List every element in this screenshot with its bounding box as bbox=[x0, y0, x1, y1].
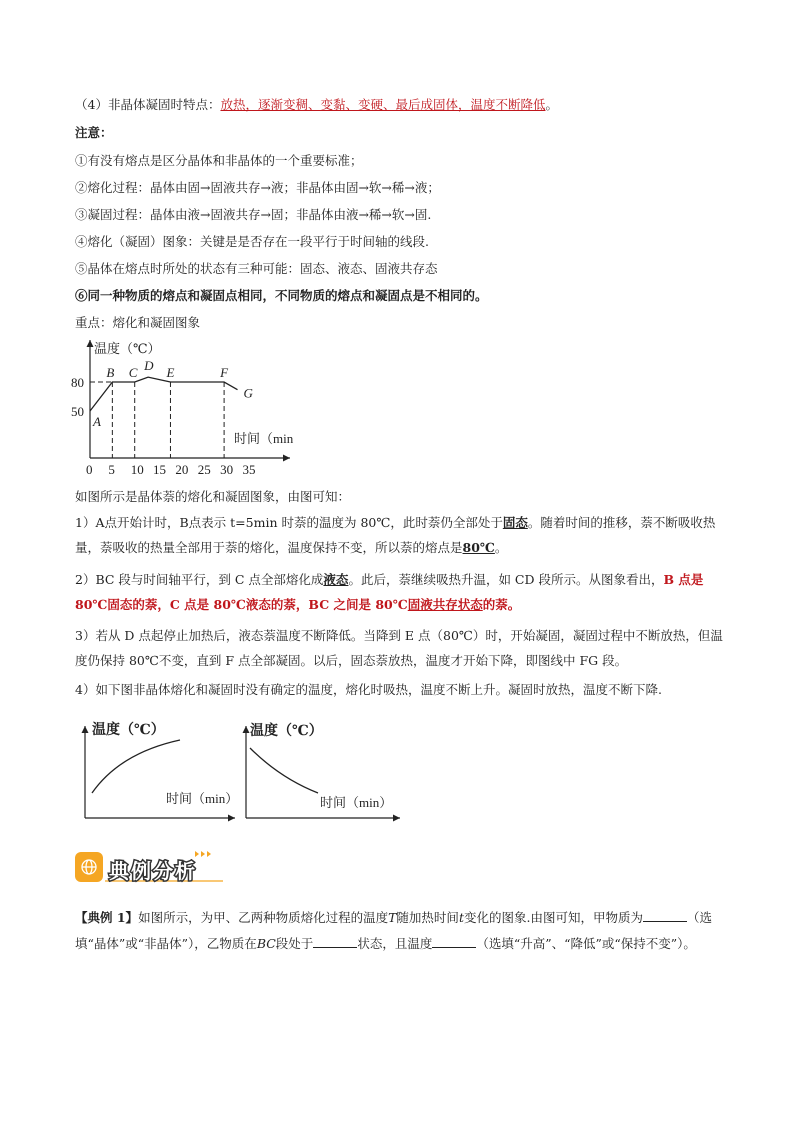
note-item: ②熔化过程：晶体由固→固液共存→液；非晶体由固→软→稀→液； bbox=[75, 180, 440, 195]
non-crystal-end: 。 bbox=[545, 97, 558, 112]
rising-curve bbox=[92, 740, 180, 793]
y-tick-label: 80 bbox=[71, 375, 84, 390]
x-tick-label: 35 bbox=[242, 462, 256, 476]
point-label-A: A bbox=[93, 414, 101, 430]
y-axis-label: 温度（℃） bbox=[94, 341, 161, 356]
x-axis-label: 时间（min） bbox=[320, 795, 393, 810]
p1-text: 1）A点开始计时，B点表示 t=5min 时萘的温度为 80℃，此时萘仍全部处于 bbox=[75, 515, 503, 530]
ex-text: 段处于 bbox=[275, 936, 314, 951]
explain-p2 bbox=[75, 567, 723, 617]
point-label-B: B bbox=[106, 365, 115, 380]
section-title: 典例分析 bbox=[109, 859, 197, 883]
ex-var-t: t bbox=[458, 910, 464, 925]
note-item: ③凝固过程：晶体由液→固液共存→固；非晶体由液→稀→软→固. bbox=[75, 207, 432, 222]
p1-blank-solid: 固态 bbox=[502, 515, 528, 530]
non-crystal-answer: 放热，逐渐变稠、变黏、变硬、最后成固体，温度不断降低 bbox=[220, 97, 546, 112]
example-tag: 【典例 1】 bbox=[75, 910, 139, 925]
non-crystal-prefix: （4）非晶体凝固时特点： bbox=[75, 97, 221, 112]
point-label-F: F bbox=[220, 365, 229, 380]
ex-var-BC: BC bbox=[256, 936, 276, 951]
non-crystal-line bbox=[75, 96, 558, 114]
note-item-bold: ⑥同一种物质的熔点和凝固点相同，不同物质的熔点和凝固点是不相同的。 bbox=[75, 288, 488, 303]
y-tick-label: 50 bbox=[71, 404, 84, 420]
dashed-guides bbox=[90, 382, 224, 458]
p2-blank-mixed: 固液共存状态 bbox=[407, 597, 483, 612]
p2-blank-liquid: 液态 bbox=[323, 572, 349, 587]
explain-intro: 如图所示是晶体萘的熔化和凝固图象，由图可知： bbox=[75, 489, 351, 504]
explain-p4: 4）如下图非晶体熔化和凝固时没有确定的温度，熔化时吸热，温度不断上升。凝固时放热，温度不断下降. bbox=[75, 682, 662, 697]
ex-text: 变化的图象.由图可知，甲物质为 bbox=[463, 910, 643, 925]
y-axis-label: 温度（℃） bbox=[92, 723, 165, 738]
explain-p3: 3）若从 D 点起停止加热后，液态萘温度不断降低。当降到 E 点（80℃）时，开始凝固，凝固过程中不断放热，但温度仍保持 80℃不变，直到 F 点全部凝固。以后，固态萘放热，温度才开始下降，即图线中 FG 段。 bbox=[75, 628, 723, 668]
p1-end: 。 bbox=[494, 540, 508, 555]
point-label-G: G bbox=[243, 385, 253, 401]
ex-text: （选填“升高”、“降低”或“保持不变”）。 bbox=[476, 936, 696, 951]
x-tick-label: 15 bbox=[153, 462, 167, 476]
p2-text: 2）BC 段与时间轴平行，到 C 点全部熔化成 bbox=[75, 572, 324, 587]
point-label-E: E bbox=[166, 365, 175, 380]
chevrons-icon bbox=[195, 851, 211, 857]
p1-blank-mp: 80℃ bbox=[462, 540, 495, 555]
note-item: ①有没有熔点是区分晶体和非晶体的一个重要标准； bbox=[75, 153, 363, 168]
ex-text: 如图所示，为甲、乙两种物质熔化过程的温度 bbox=[138, 910, 389, 925]
ex-text: （选填“晶体”或“非晶体”），乙物质在 bbox=[75, 910, 712, 951]
x-tick-label: 10 bbox=[130, 462, 144, 476]
x-tick-label: 5 bbox=[108, 462, 115, 476]
p2-red: B 点是 80℃固态的萘，C 点是 80℃液态的萘，BC 之间是 80℃ bbox=[75, 572, 704, 612]
x-axis-label: 时间（min） bbox=[166, 791, 239, 806]
key-point: 重点：熔化和凝固图象 bbox=[75, 315, 201, 330]
note-item: ④熔化（凝固）图象：关键是是否存在一段平行于时间轴的线段. bbox=[75, 234, 429, 249]
point-label-C: C bbox=[128, 365, 138, 380]
noncrystal-melting-graph bbox=[80, 718, 240, 824]
p1-text2: 。随着时间的推移，萘不断吸收热量，萘吸收的热量全部用于萘的熔化，温度保持不变，所以萘的熔点是 bbox=[75, 515, 716, 555]
ex-text: 随加热时间 bbox=[396, 910, 459, 925]
ex-var-T: T bbox=[388, 910, 397, 925]
answer-blank-1[interactable] bbox=[643, 908, 687, 922]
x-axis-label: 时间（min bbox=[234, 431, 294, 446]
x-tick-label: 0 bbox=[86, 462, 93, 476]
x-tick-label: 25 bbox=[197, 462, 211, 476]
p2-text2: 。此后，萘继续吸热升温，如 CD 段所示。从图象看出， bbox=[348, 572, 664, 587]
notes-title: 注意： bbox=[75, 125, 113, 140]
note-item: ⑤晶体在熔点时所处的状态有三种可能：固态、液态、固液共存态 bbox=[75, 261, 438, 276]
ex-text: 状态，且温度 bbox=[357, 936, 433, 951]
answer-blank-3[interactable] bbox=[432, 934, 476, 948]
example-1 bbox=[75, 905, 723, 957]
y-axis-label: 温度（℃） bbox=[250, 724, 323, 739]
noncrystal-solidifying-graph bbox=[240, 718, 405, 824]
answer-blank-2[interactable] bbox=[313, 934, 357, 948]
section-banner bbox=[75, 850, 225, 886]
x-tick-label: 30 bbox=[220, 462, 234, 476]
x-tick-label: 20 bbox=[175, 462, 189, 476]
crystal-graph bbox=[62, 336, 302, 476]
falling-curve bbox=[250, 748, 318, 793]
p2-end: 的萘。 bbox=[482, 597, 521, 612]
point-label-D: D bbox=[144, 358, 154, 374]
explain-p1 bbox=[75, 510, 723, 560]
